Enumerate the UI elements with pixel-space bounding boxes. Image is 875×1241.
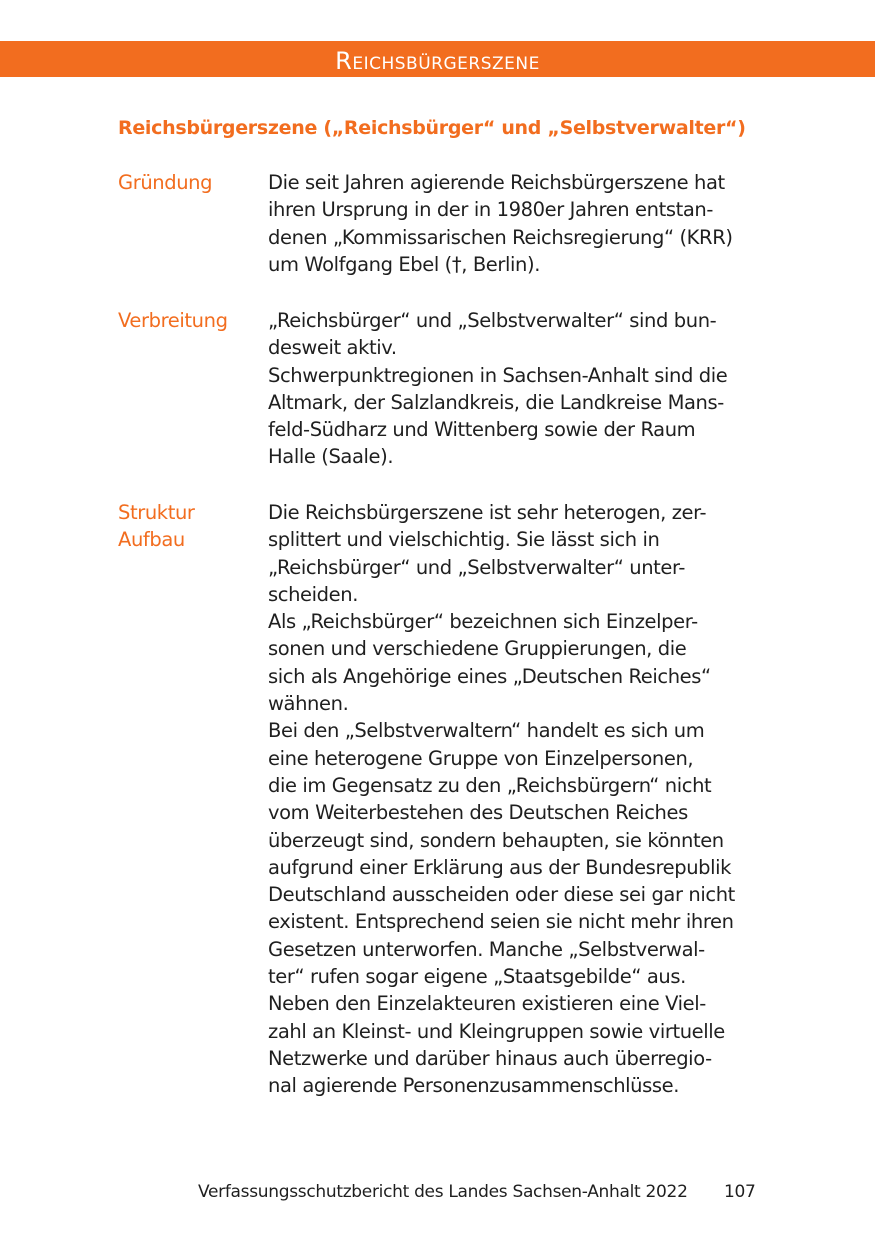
body-line: sonen und verschiedene Gruppierungen, die bbox=[268, 637, 687, 661]
body-line: Deutschland ausscheiden oder diese sei gar nicht bbox=[268, 883, 735, 907]
body-line: um Wolfgang Ebel (†, Berlin). bbox=[268, 252, 541, 276]
body-line: Gesetzen unterworfen. Manche „Selbstverwal- bbox=[268, 937, 705, 961]
label-line: Verbreitung bbox=[118, 309, 228, 332]
label-line: Gründung bbox=[118, 171, 213, 194]
body-line: Schwerpunktregionen in Sachsen-Anhalt sind die bbox=[268, 363, 728, 387]
body-line: eine heterogene Gruppe von Einzelpersonen, bbox=[268, 746, 694, 770]
body-line: sich als Angehörige eines „Deutschen Reiches“ bbox=[268, 664, 711, 688]
body-line: Bei den „Selbstverwaltern“ handelt es sich um bbox=[268, 719, 705, 743]
label-line: Aufbau bbox=[118, 528, 185, 552]
label-struktur-aufbau bbox=[118, 499, 258, 554]
body-line: Netzwerke und darüber hinaus auch überregio- bbox=[268, 1046, 712, 1070]
section-heading: Reichsbürgerszene („Reichsbürger“ und „Selbstverwalter“) bbox=[118, 117, 746, 139]
label-gruendung bbox=[118, 169, 258, 196]
body-verbreitung bbox=[268, 307, 758, 471]
body-line: Altmark, der Salzlandkreis, die Landkreise Mans- bbox=[268, 390, 724, 414]
body-line: nal agierende Personenzusammenschlüsse. bbox=[268, 1074, 680, 1098]
body-line: feld-Südharz und Wittenberg sowie der Raum bbox=[268, 418, 696, 442]
body-line: Neben den Einzelakteuren existieren eine Viel- bbox=[268, 992, 706, 1016]
body-gruendung bbox=[268, 169, 758, 278]
body-line: vom Weiterbestehen des Deutschen Reiches bbox=[268, 801, 688, 825]
body-line: ter“ rufen sogar eigene „Staatsgebilde“ aus. bbox=[268, 965, 686, 989]
body-line: Die Reichsbürgerszene ist sehr heterogen, zer- bbox=[268, 501, 707, 524]
footer-text: Verfassungsschutzbericht des Landes Sachsen-Anhalt 2022 bbox=[198, 1182, 688, 1202]
body-line: zahl an Kleinst- und Kleingruppen sowie virtuelle bbox=[268, 1019, 725, 1043]
body-line: „Reichsbürger“ und „Selbstverwalter“ sind bun- bbox=[268, 309, 717, 332]
label-line: Struktur bbox=[118, 501, 195, 524]
body-line: splittert und vielschichtig. Sie lässt sich in bbox=[268, 528, 660, 552]
body-line: ihren Ursprung in der in 1980er Jahren entstan- bbox=[268, 198, 713, 222]
chapter-banner bbox=[0, 41, 875, 77]
body-struktur-aufbau bbox=[268, 499, 758, 1100]
chapter-title: Reichsbürgerszene bbox=[335, 47, 540, 75]
body-line: die im Gegensatz zu den „Reichsbürgern“ nicht bbox=[268, 773, 712, 797]
body-line: scheiden. bbox=[268, 582, 358, 606]
body-line: aufgrund einer Erklärung aus der Bundesrepublik bbox=[268, 855, 732, 879]
body-line: denen „Kommissarischen Reichsregierung“ (KRR) bbox=[268, 225, 733, 249]
body-line: überzeugt sind, sondern behaupten, sie könnten bbox=[268, 828, 724, 852]
body-line: existent. Entsprechend seien sie nicht mehr ihren bbox=[268, 910, 734, 934]
body-line: Als „Reichsbürger“ bezeichnen sich Einzelper- bbox=[268, 610, 698, 634]
body-line: desweit aktiv. bbox=[268, 336, 397, 360]
body-line: Halle (Saale). bbox=[268, 445, 394, 469]
page-number: 107 bbox=[724, 1182, 756, 1202]
label-verbreitung bbox=[118, 307, 258, 334]
body-line: Die seit Jahren agierende Reichsbürgerszene hat bbox=[268, 171, 725, 194]
body-line: wähnen. bbox=[268, 692, 349, 716]
body-line: „Reichsbürger“ und „Selbstverwalter“ unter- bbox=[268, 555, 686, 579]
